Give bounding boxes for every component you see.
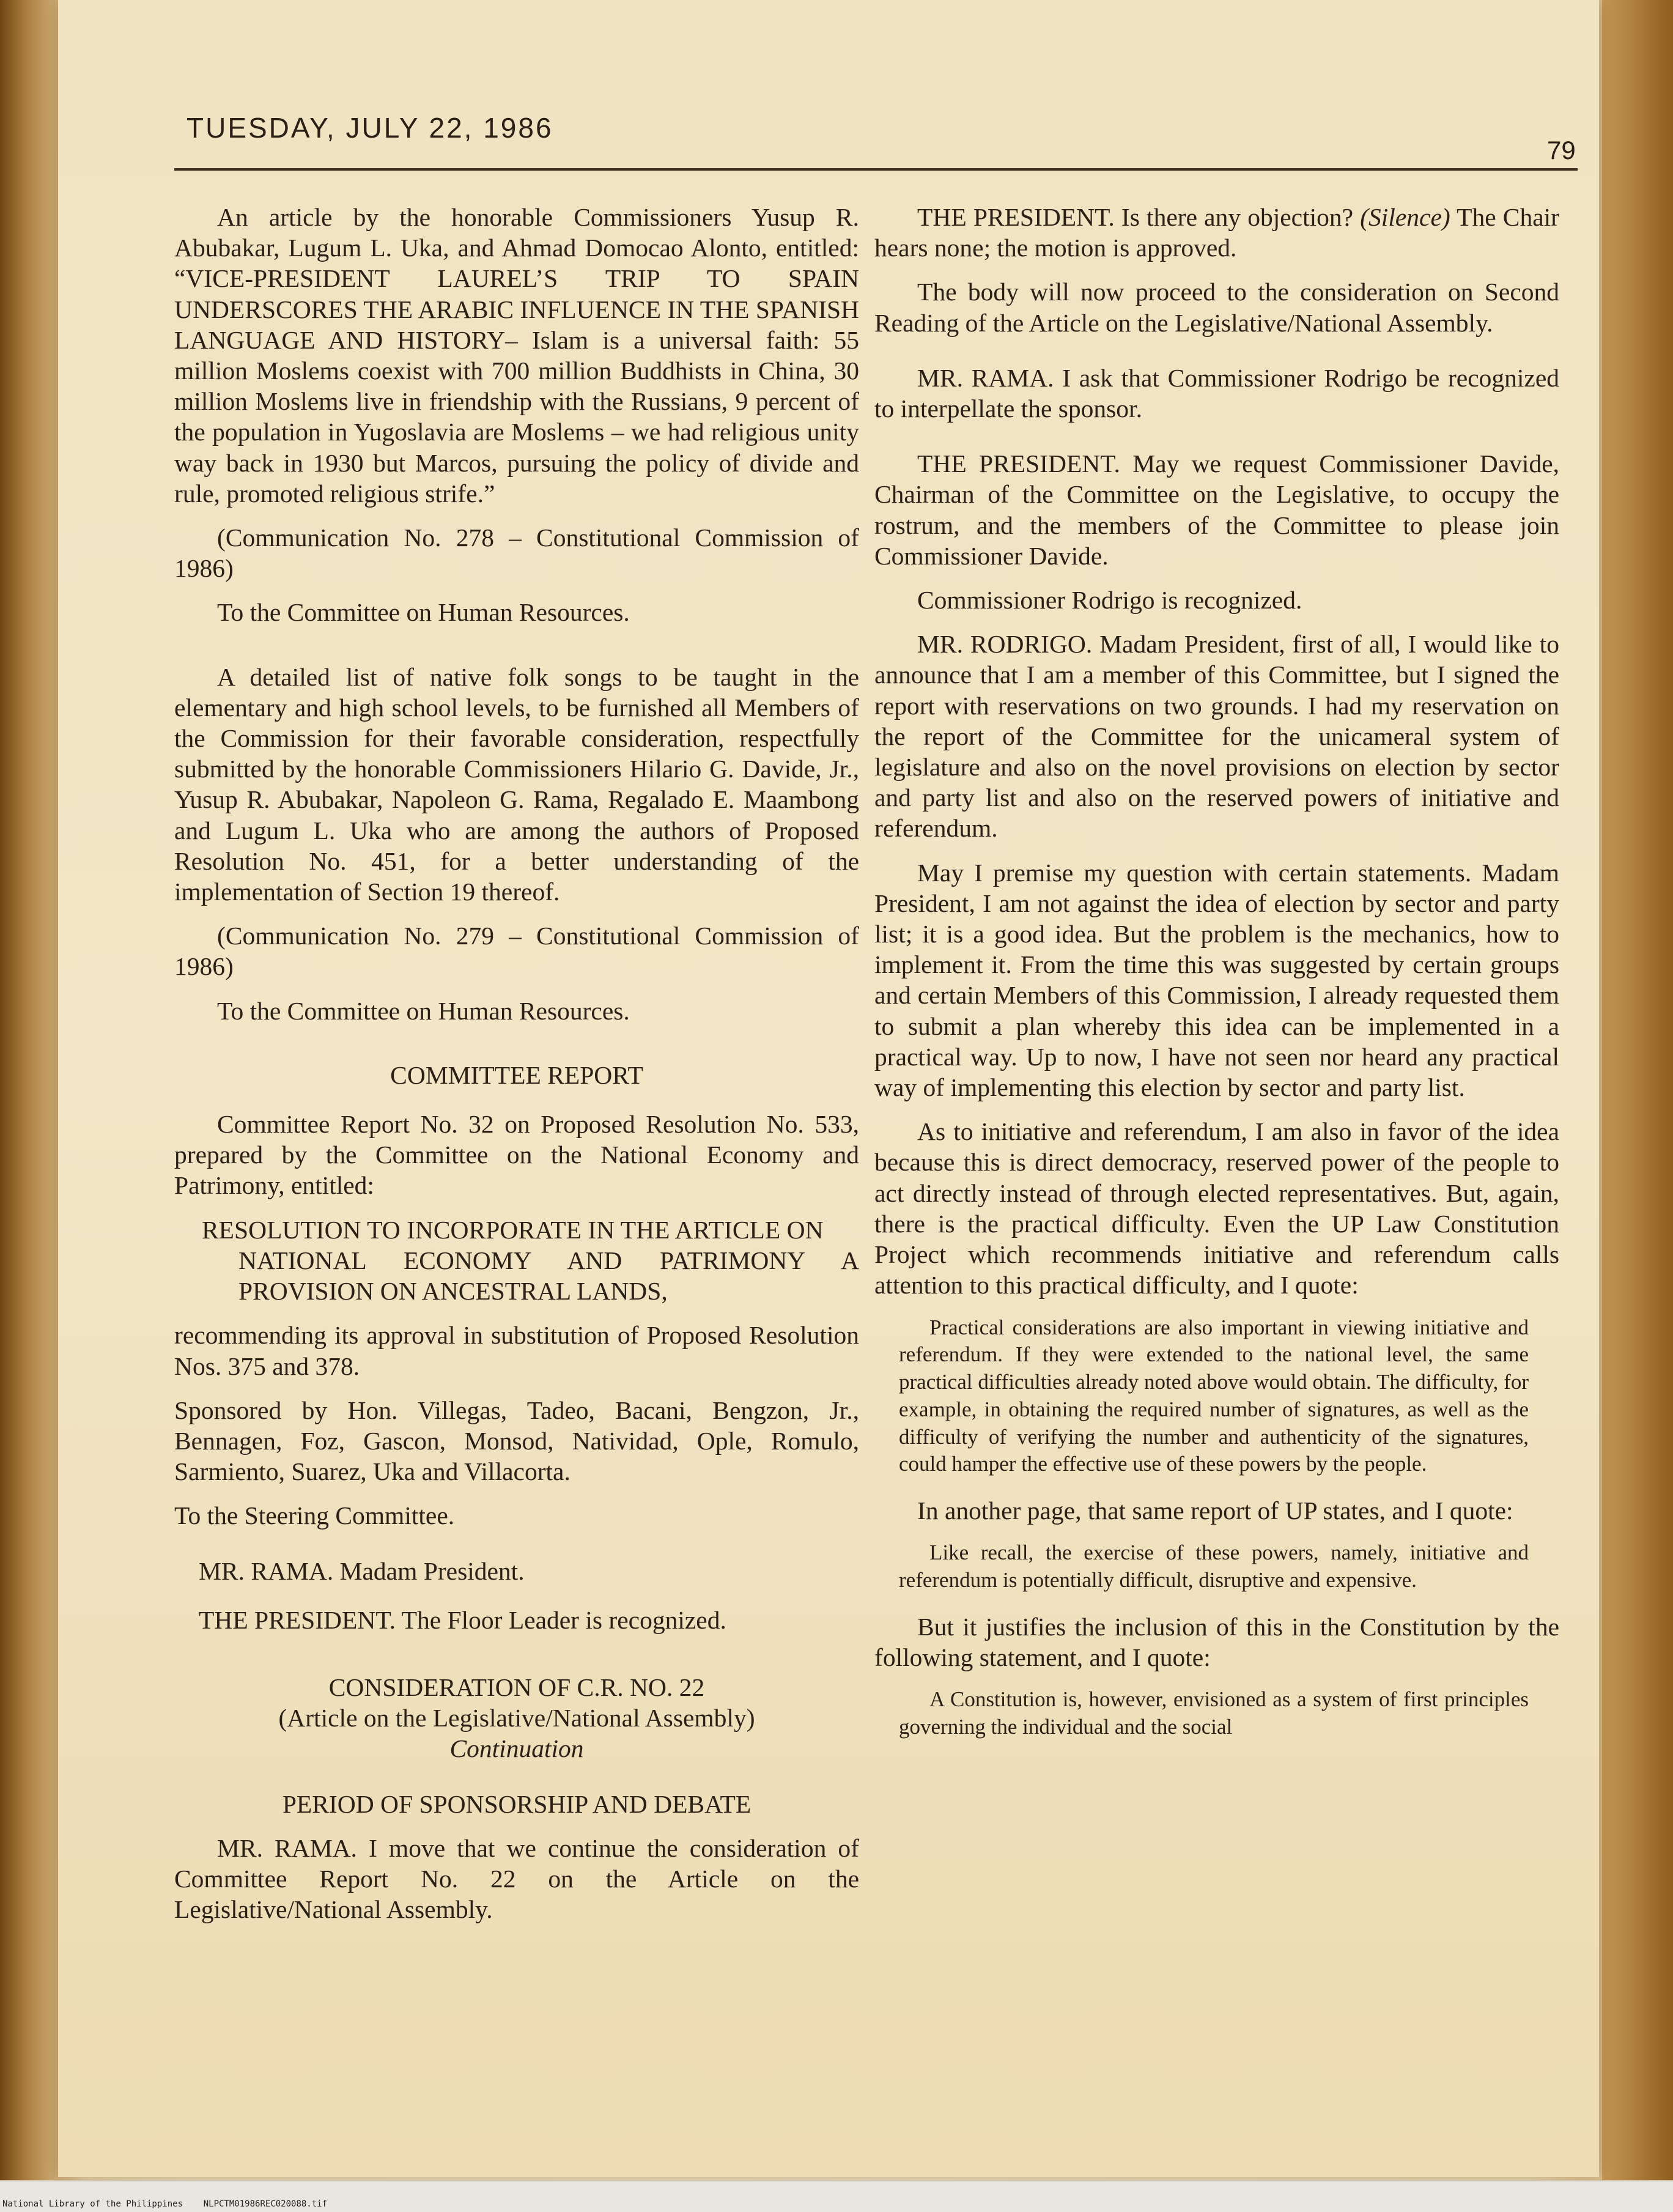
paragraph: An article by the honorable Commissioners Yusup R. Abubakar, Lugum L. Uka, and Ahmad Domocao Alonto, entitled: “VICE-PRESIDENT LAUREL’S TRIP TO SPAIN UNDERSCORES THE ARABIC INFLUENCE IN THE SPANISH LANGUAGE AND HISTORY– Islam is a universal faith: 55 million Moslems coexist with 700 million Buddhists in China, 30 million Moslems live in friendship with the Russians, 9 percent of the population in Yugoslavia are Moslems – we had religious unity way back in 1930 but Marcos, pursuing the policy of divide and rule, promoted religious strife.” xyxy=(174,203,859,508)
paragraph: But it justifies the inclusion of this in the Constitution by the following statement, and I quote: xyxy=(874,1613,1559,1672)
paragraph: To the Steering Committee. xyxy=(174,1501,455,1530)
text-run: The Chair hears none; the motion is approved. xyxy=(874,203,1559,262)
paragraph: A detailed list of native folk songs to be taught in the elementary and high school levels, to be furnished all Members of the Commission for their favorable consideration, respectfully submitted by the honorable Commissioners Hilario G. Davide, Jr., Yusup R. Abubakar, Napoleon G. Rama, Regalado E. Maambong and Lugum L. Uka who are among the authors of Proposed Resolution No. 451, for a better understanding of the implementation of Section 19 thereof. xyxy=(174,662,859,906)
paragraph: recommending its approval in substitution of Proposed Resolution Nos. 375 and 378. xyxy=(174,1321,859,1380)
paragraph: To the Committee on Human Resources. xyxy=(217,996,630,1025)
header-date: TUESDAY, JULY 22, 1986 xyxy=(187,112,553,144)
section-heading: PERIOD OF SPONSORSHIP AND DEBATE xyxy=(282,1789,752,1818)
text-run-italic: (Silence) xyxy=(1360,203,1450,231)
paragraph: THE PRESIDENT. May we request Commissioner Davide, Chairman of the Committee on the Legislative, to occupy the rostrum, and the members of the Committee to please join Commissioner Davide. xyxy=(874,449,1559,570)
paragraph: MR. RAMA. I ask that Commissioner Rodrigo be recognized to interpellate the sponsor. xyxy=(874,363,1559,423)
paragraph: (Communication No. 278 – Constitutional Commission of 1986) xyxy=(174,523,859,583)
resolution-title xyxy=(202,1215,859,1307)
block-quote: Practical considerations are also important in viewing initiative and referendum. If they were extended to the national level, the same practical difficulties already noted above would obtain. The difficulty, for example, in obtaining the required number of signatures, as well as the difficulty of verifying the number and authenticity of the signatures, could hamper the effective use of these powers by the people. xyxy=(899,1315,1529,1476)
section-heading: COMMITTEE REPORT xyxy=(390,1060,643,1089)
paragraph: In another page, that same report of UP states, and I quote: xyxy=(917,1496,1513,1525)
library-name: National Library of the Philippines xyxy=(2,2199,183,2209)
paragraph: To the Committee on Human Resources. xyxy=(217,598,630,627)
left-column xyxy=(174,202,859,1938)
block-quote: A Constitution is, however, envisioned as a system of first principles governing the individual and the social xyxy=(899,1687,1529,1739)
paragraph: The body will now proceed to the consideration on Second Reading of the Article on the Legislative/National Assembly. xyxy=(874,278,1559,337)
paragraph: MR. RAMA. I move that we continue the consideration of Committee Report No. 22 on the Article on the Legislative/National Assembly. xyxy=(174,1833,859,1924)
paragraph: MR. RODRIGO. Madam President, first of all, I would like to announce that I am a member of this Committee, but I signed the report with reservations on two grounds. I had my reservation on the report of the Committee for the unicameral system of legislature and also on the novel provisions on election by sector and party list and also on the reserved powers of initiative and referendum. xyxy=(874,630,1559,843)
page-number: 79 xyxy=(1547,136,1576,165)
section-subheading: (Article on the Legislative/National Assembly) xyxy=(278,1704,755,1733)
file-name: NLPCTM01986REC020088.tif xyxy=(203,2199,328,2209)
section-heading: CONSIDERATION OF C.R. NO. 22 xyxy=(328,1673,705,1701)
page-edge xyxy=(1602,0,1673,2211)
resolution-line: NATIONAL ECONOMY AND PATRIMONY A PROVISION ON ANCESTRAL LANDS, xyxy=(238,1246,859,1306)
paragraph: Committee Report No. 32 on Proposed Resolution No. 533, prepared by the Committee on the National Economy and Patrimony, entitled: xyxy=(174,1110,859,1200)
block-quote: Like recall, the exercise of these powers, namely, initiative and referendum is potentially difficult, disruptive and expensive. xyxy=(899,1541,1529,1592)
paragraph xyxy=(874,202,1559,263)
paragraph: Commissioner Rodrigo is recognized. xyxy=(917,586,1302,615)
right-column xyxy=(874,202,1559,1758)
scanner-footer-text xyxy=(2,2199,327,2209)
speaker-line: THE PRESIDENT. The Floor Leader is recognized. xyxy=(199,1605,726,1634)
paragraph: Sponsored by Hon. Villegas, Tadeo, Bacani, Bengzon, Jr., Bennagen, Foz, Gascon, Monsod, Natividad, Ople, Romulo, Sarmiento, Suarez, Uka and Villacorta. xyxy=(174,1396,859,1486)
text-run: THE PRESIDENT. Is there any objection? xyxy=(917,203,1361,231)
paragraph: (Communication No. 279 – Constitutional Commission of 1986) xyxy=(174,922,859,981)
header-rule xyxy=(174,168,1578,171)
section-subheading: Continuation xyxy=(449,1734,584,1763)
paragraph: May I premise my question with certain statements. Madam President, I am not against the idea of election by sector and party list; it is a good idea. But the problem is the mechanics, how to implement it. From the time this was suggested by certain groups and certain Members of this Commission, I already requested them to submit a plan whereby this idea can be implemented in a practical way. Up to now, I have not seen nor heard any practical way of implementing this election by sector and party list. xyxy=(874,858,1559,1102)
resolution-line: RESOLUTION TO INCORPORATE IN THE ARTICLE ON xyxy=(202,1215,824,1244)
paragraph: As to initiative and referendum, I am also in favor of the idea because this is direct democracy, reserved power of the people to act directly instead of through elected representatives. But, again, there is the practical difficulty. Even the UP Law Constitution Project which recommends initiative and referendum calls attention to this practical difficulty, and I quote: xyxy=(874,1117,1559,1300)
speaker-line: MR. RAMA. Madam President. xyxy=(199,1556,525,1585)
